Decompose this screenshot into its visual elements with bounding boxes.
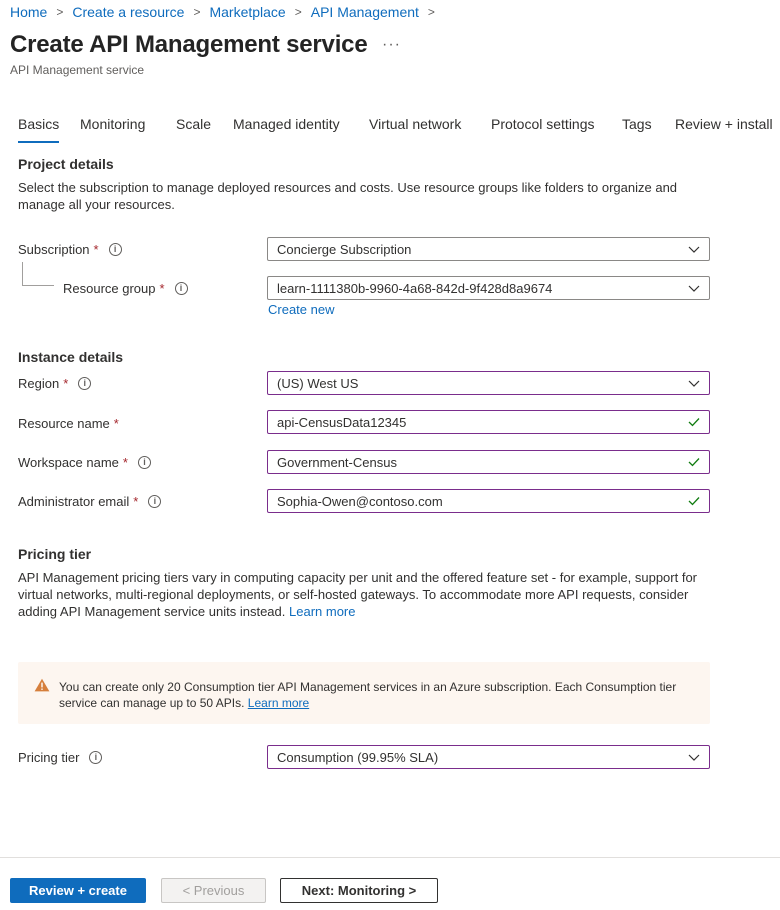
- info-icon[interactable]: i: [175, 282, 188, 295]
- chevron-down-icon[interactable]: [679, 238, 709, 260]
- workspace-name-input[interactable]: Government-Census: [267, 450, 710, 474]
- subscription-dropdown[interactable]: Concierge Subscription: [267, 237, 710, 261]
- next-monitoring-button[interactable]: Next: Monitoring >: [280, 878, 438, 903]
- info-icon[interactable]: i: [138, 456, 151, 469]
- admin-email-label: Administrator email * i: [18, 494, 161, 509]
- required-asterisk: *: [122, 455, 128, 470]
- checkmark-icon: [679, 411, 709, 433]
- chevron-right-icon: >: [193, 5, 201, 19]
- tree-connector-line: [22, 285, 54, 286]
- breadcrumb: [10, 4, 444, 20]
- resource-group-dropdown[interactable]: learn-1111380b-9960-4a68-842d-9f428d8a9674: [267, 276, 710, 300]
- breadcrumb-marketplace[interactable]: Marketplace: [209, 4, 286, 20]
- pricing-tier-description: API Management pricing tiers vary in computing capacity per unit and the offered feature set - for example, support for virtual networks, multi-regional deployments, or self-hosted gateways. To accommodate more API requests, consider adding API Management service units instead. Learn more: [18, 570, 698, 619]
- pricing-tier-dropdown[interactable]: Consumption (99.95% SLA): [267, 745, 710, 769]
- tab-managed-identity[interactable]: Managed identity: [233, 116, 340, 132]
- region-label: Region * i: [18, 376, 91, 391]
- required-asterisk: *: [113, 416, 119, 431]
- warning-text: You can create only 20 Consumption tier API Management services in an Azure subscription. Each Consumption tier service can manage up to 50 APIs. Learn more: [59, 680, 677, 710]
- chevron-down-icon[interactable]: [679, 746, 709, 768]
- checkmark-icon: [679, 451, 709, 473]
- info-icon[interactable]: i: [89, 751, 102, 764]
- required-asterisk: *: [159, 281, 165, 296]
- pricing-tier-label: Pricing tier i: [18, 750, 102, 765]
- chevron-down-icon[interactable]: [679, 372, 709, 394]
- previous-button[interactable]: < Previous: [161, 878, 266, 903]
- breadcrumb-home[interactable]: Home: [10, 4, 48, 20]
- info-icon[interactable]: i: [78, 377, 91, 390]
- page-title: Create API Management service: [10, 31, 368, 58]
- region-dropdown[interactable]: (US) West US: [267, 371, 710, 395]
- instance-details-heading: Instance details: [18, 349, 124, 365]
- footer-divider: [0, 857, 780, 858]
- review-create-button[interactable]: Review + create: [10, 878, 146, 903]
- more-options-icon[interactable]: ···: [382, 36, 401, 53]
- admin-email-input[interactable]: Sophia-Owen@contoso.com: [267, 489, 710, 513]
- tab-protocol-settings[interactable]: Protocol settings: [491, 116, 595, 132]
- info-icon[interactable]: i: [109, 243, 122, 256]
- warning-learn-more-link[interactable]: Learn more: [247, 696, 310, 710]
- breadcrumb-api-management[interactable]: API Management: [310, 4, 419, 20]
- tree-connector-line: [22, 262, 23, 285]
- tab-basics[interactable]: Basics: [18, 116, 59, 146]
- chevron-down-icon[interactable]: [679, 277, 709, 299]
- resource-group-label: Resource group * i: [63, 281, 188, 296]
- chevron-right-icon: >: [294, 5, 302, 19]
- required-asterisk: *: [133, 494, 139, 509]
- project-details-description: Select the subscription to manage deployed resources and costs. Use resource groups like folders to organize and manage all your resources.: [18, 180, 678, 212]
- consumption-warning-banner: [18, 662, 710, 724]
- subscription-label: Subscription * i: [18, 242, 122, 257]
- page-subtitle: API Management service: [10, 63, 145, 77]
- chevron-right-icon: >: [56, 5, 64, 19]
- workspace-name-label: Workspace name * i: [18, 455, 151, 470]
- resource-name-label: Resource name *: [18, 416, 119, 431]
- tab-review-install[interactable]: Review + install: [675, 116, 773, 132]
- project-details-heading: Project details: [18, 156, 114, 172]
- tab-scale[interactable]: Scale: [176, 116, 212, 132]
- pricing-tier-heading: Pricing tier: [18, 546, 92, 562]
- checkmark-icon: [679, 490, 709, 512]
- tab-bar: [18, 116, 780, 146]
- required-asterisk: *: [93, 242, 99, 257]
- create-new-link[interactable]: Create new: [268, 302, 335, 317]
- pricing-learn-more-link[interactable]: Learn more: [289, 604, 356, 619]
- tab-virtual-network[interactable]: Virtual network: [369, 116, 462, 132]
- tab-tags[interactable]: Tags: [622, 116, 652, 132]
- chevron-right-icon: >: [427, 5, 435, 19]
- warning-icon: [34, 678, 50, 695]
- info-icon[interactable]: i: [148, 495, 161, 508]
- breadcrumb-create-resource[interactable]: Create a resource: [72, 4, 185, 20]
- required-asterisk: *: [63, 376, 69, 391]
- tab-monitoring[interactable]: Monitoring: [80, 116, 146, 132]
- resource-name-input[interactable]: api-CensusData12345: [267, 410, 710, 434]
